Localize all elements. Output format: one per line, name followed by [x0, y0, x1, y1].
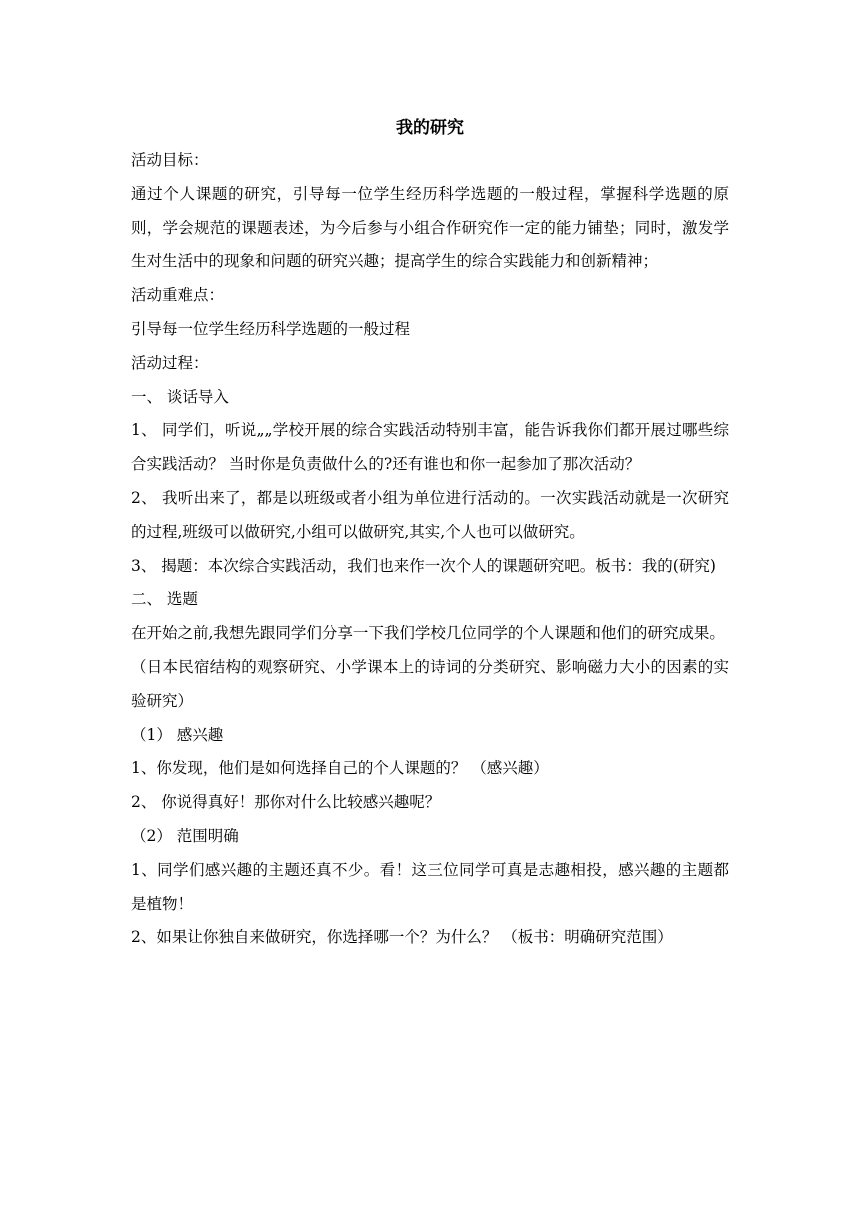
heading-activity-goals: 活动目标：: [131, 151, 209, 169]
subsection-heading-2: （2） 范围明确: [131, 826, 239, 845]
list-item: 2、 我听出来了，都是以班级或者小组为单位进行活动的。一次实践活动就是一次研究的过程,班级可以做研究,小组可以做研究,其实,个人也可以做研究。: [131, 488, 729, 541]
document-title: 我的研究: [396, 118, 464, 138]
paragraph: 在开始之前,我想先跟同学们分享一下我们学校几位同学的个人课题和他们的研究成果。: [131, 624, 725, 643]
list-item: 1、 同学们，听说„„学校开展的综合实践活动特别丰富，能告诉我你们都开展过哪些综合实践活动？ 当时你是负责做什么的?还有谁也和你一起参加了那次活动？: [131, 421, 729, 474]
list-item: 3、 揭题：本次综合实践活动，我们也来作一次个人的课题研究吧。板书：我的(研究): [131, 556, 716, 575]
list-item: 2、如果让你独自来做研究，你选择哪一个？为什么？ （板书：明确研究范围）: [131, 928, 673, 947]
section-heading-1: 一、 谈话导入: [131, 387, 229, 406]
document-page: [131, 114, 729, 955]
heading-activity-process: 活动过程：: [131, 353, 209, 372]
heading-key-points: 活动重难点：: [131, 286, 225, 305]
list-item: 1、你发现，他们是如何选择自己的个人课题的？ （感兴趣）: [131, 759, 549, 778]
paragraph-key-points: 引导每一位学生经历科学选题的一般过程: [131, 319, 411, 338]
paragraph-goals: 通过个人课题的研究，引导每一位学生经历科学选题的一般过程，掌握科学选题的原则，学会规范的课题表述，为今后参与小组合作研究作一定的能力铺垫；同时，激发学生对生活中的现象和问题的研究兴趣；提高学生的综合实践能力和创新精神；: [131, 184, 729, 271]
list-item: 1、同学们感兴趣的主题还真不少。看！这三位同学可真是志趣相投，感兴趣的主题都是植物！: [131, 860, 729, 913]
subsection-heading-1: （1） 感兴趣: [131, 725, 224, 744]
list-item: 2、 你说得真好！那你对什么比较感兴趣呢？: [131, 793, 441, 812]
paragraph: （日本民宿结构的观察研究、小学课本上的诗词的分类研究、影响磁力大小的因素的实验研究）: [131, 657, 729, 710]
section-heading-2: 二、 选题: [131, 590, 198, 609]
